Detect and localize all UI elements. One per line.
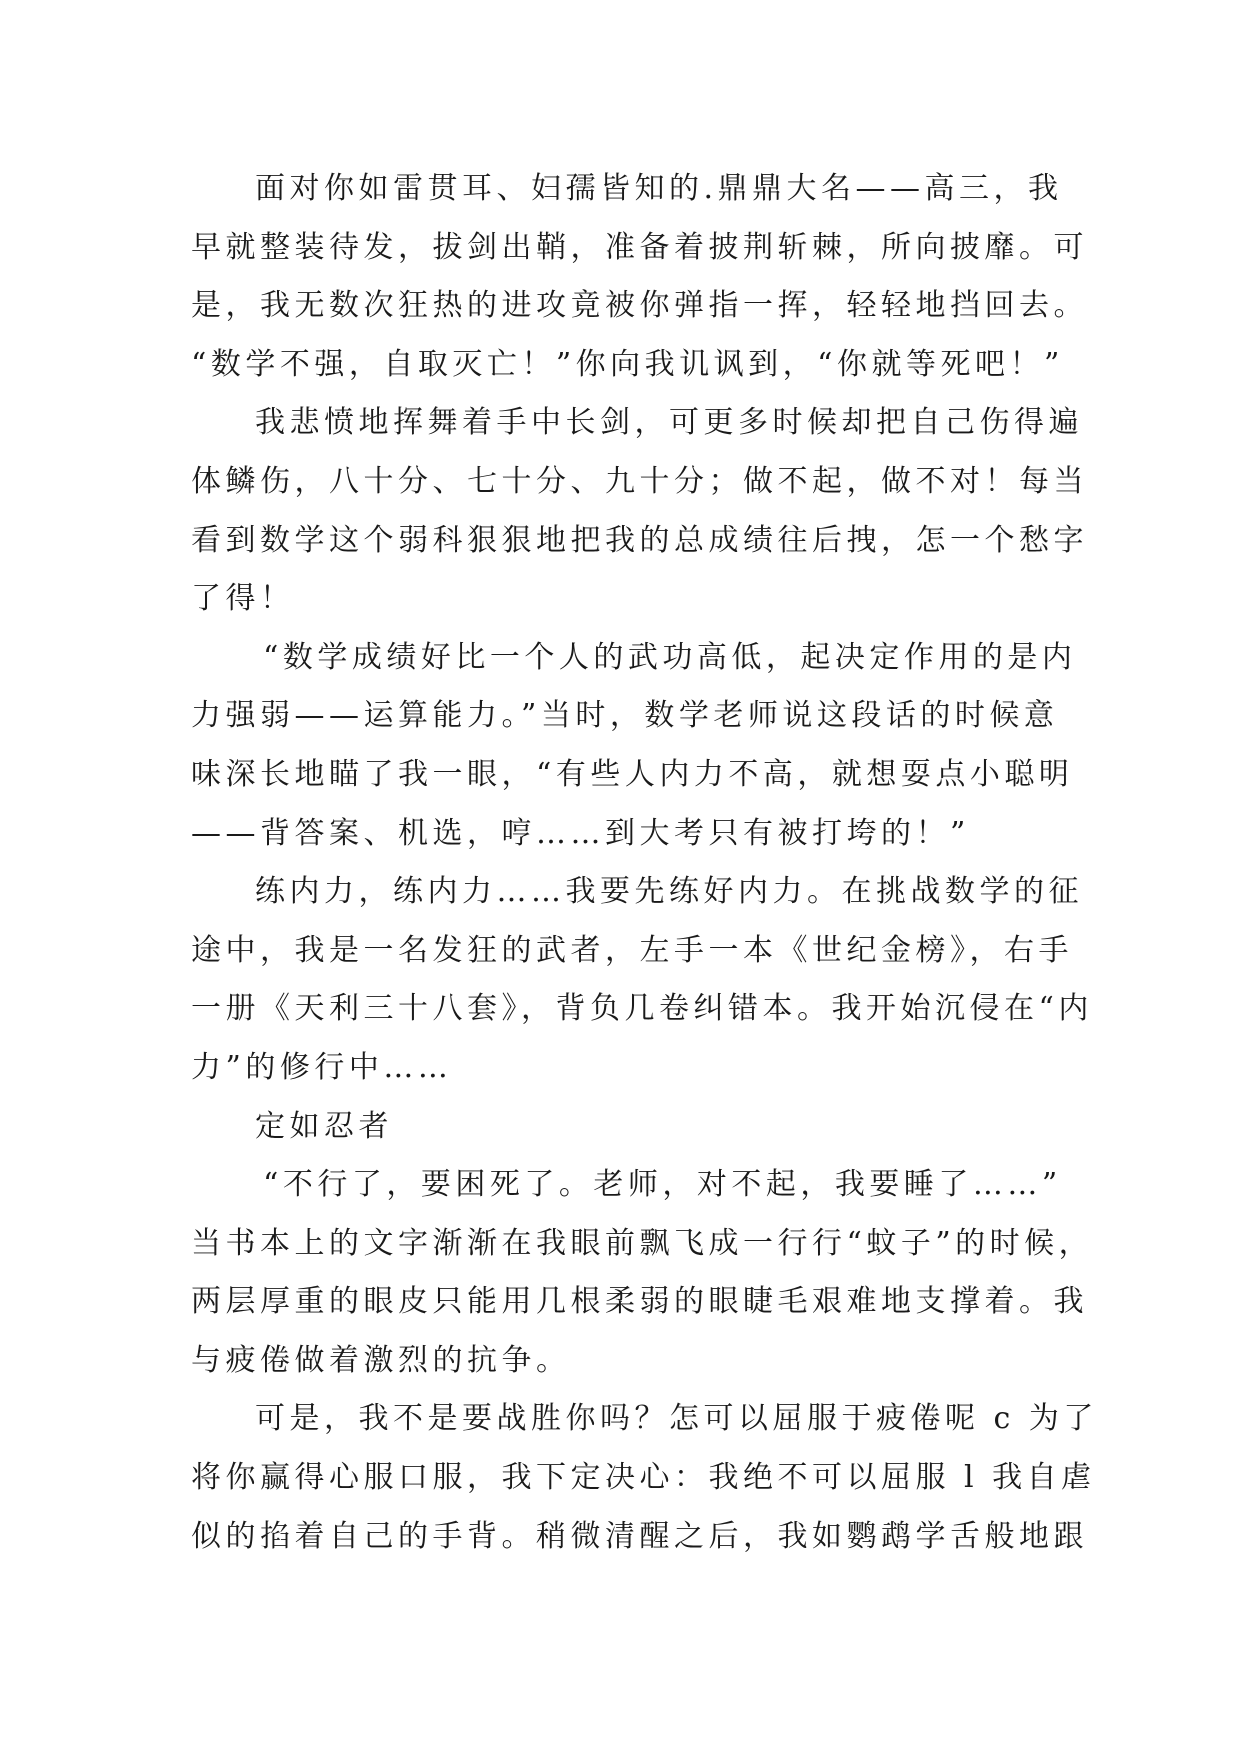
text-line: 将你赢得心服口服，我下定决心：我绝不可以屈服 l 我自虐 [191, 1460, 1096, 1496]
text-line: 看到数学这个弱科狠狠地把我的总成绩往后拽，怎一个愁字 [191, 522, 1088, 558]
text-line: 似的掐着自己的手背。稍微清醒之后，我如鹦鹉学舌般地跟 [191, 1518, 1088, 1554]
text-line: 力强弱——运算能力。”当时，数学老师说这段话的时候意 [191, 698, 1059, 734]
text-line: 面对你如雷贯耳、妇孺皆知的.鼎鼎大名——高三，我 [255, 171, 1063, 206]
text-line: “数学不强，自取灭亡！”你向我讥讽到，“你就等死吧！” [191, 346, 1064, 382]
document-body [191, 160, 1098, 1566]
text-line: 体鳞伤，八十分、七十分、九十分；做不起，做不对！每当 [191, 463, 1088, 499]
text-line: 当书本上的文字渐渐在我眼前飘飞成一行行“蚊子”的时候， [191, 1225, 1094, 1261]
text-line: 是，我无数次狂热的进攻竟被你弹指一挥，轻轻地挡回去。 [191, 288, 1088, 324]
text-line: 途中，我是一名发狂的武者，左手一本《世纪金榜》，右手 [191, 932, 1073, 968]
text-line: 可是，我不是要战胜你吗？怎可以屈服于疲倦呢 c 为了 [255, 1401, 1098, 1437]
text-line: “不行了，要困死了。老师，对不起，我要睡了……” [263, 1167, 1062, 1203]
text-line: 早就整装待发，拔剑出鞘，准备着披荆斩棘，所向披靡。可 [191, 229, 1088, 265]
text-line: 我悲愤地挥舞着手中长剑，可更多时候却把自己伤得遍 [255, 405, 1083, 441]
text-line: “数学成绩好比一个人的武功高低，起决定作用的是内 [263, 639, 1077, 675]
text-line: 一册《天利三十八套》，背负几卷纠错本。我开始沉侵在“内 [191, 991, 1093, 1027]
text-line: 练内力，练内力……我要先练好内力。在挑战数学的征 [255, 874, 1083, 910]
text-line: 了得！ [191, 581, 295, 617]
section-heading: 定如忍者 [255, 1108, 393, 1144]
text-line: 两层厚重的眼皮只能用几根柔弱的眼睫毛艰难地支撑着。我 [191, 1284, 1088, 1320]
text-line: ——背答案、机选，哼……到大考只有被打垮的！” [191, 815, 970, 851]
text-line: 味深长地瞄了我一眼，“有些人内力不高，就想耍点小聪明 [191, 756, 1074, 792]
text-line: 与疲倦做着激烈的抗争。 [191, 1342, 571, 1378]
text-line: 力”的修行中…… [191, 1049, 453, 1085]
